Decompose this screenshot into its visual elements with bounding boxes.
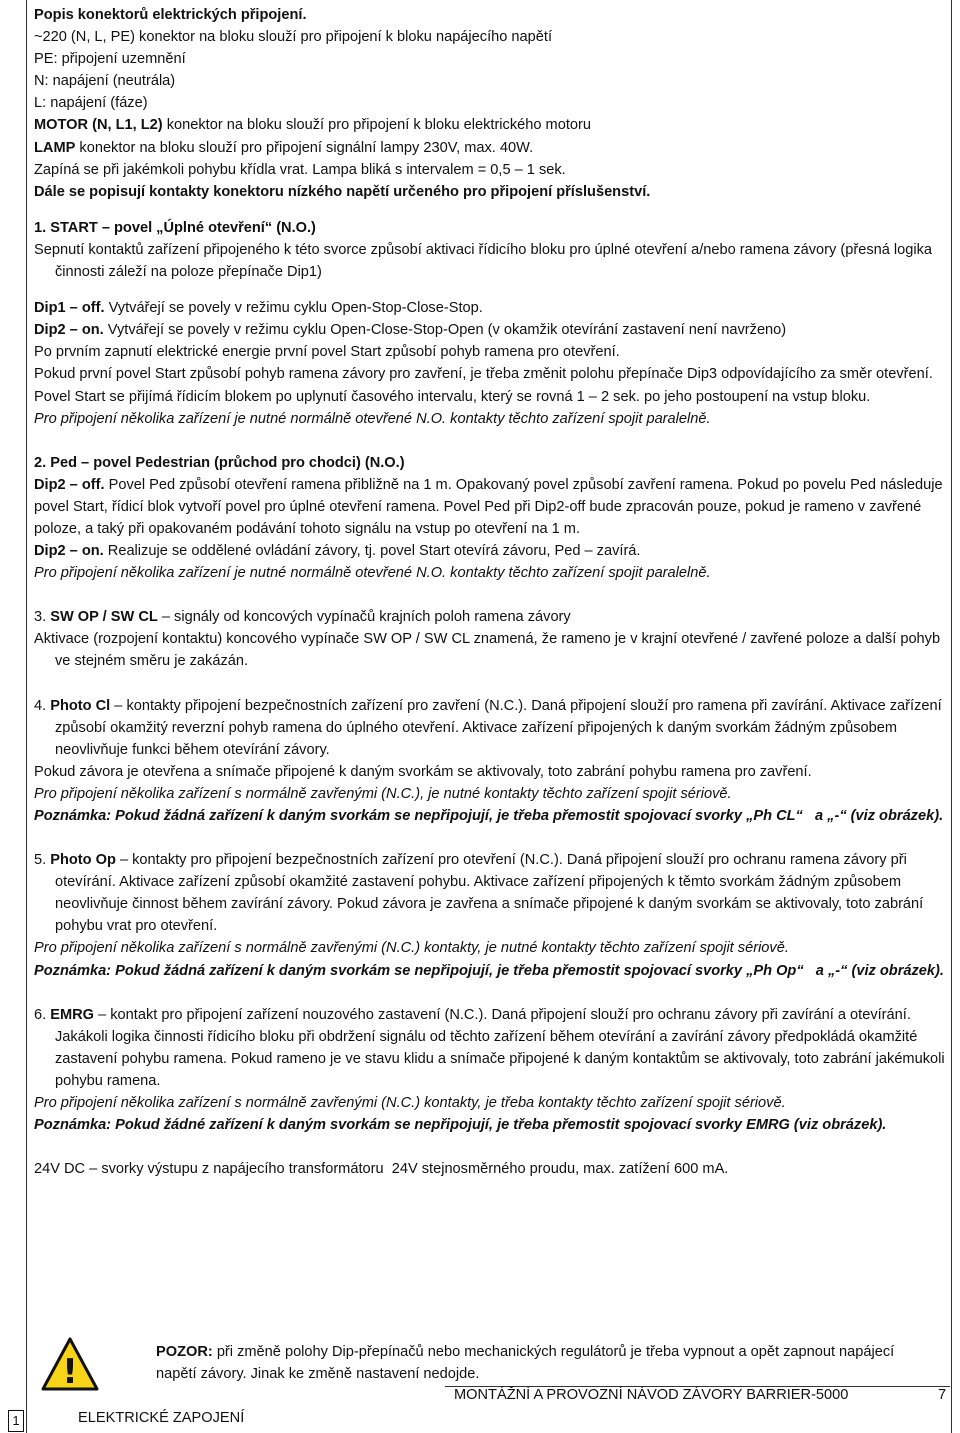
section-2-note: Pro připojení několika zařízení je nutné normálně otevřené N.O. kontakty těchto zařízení spojit paralelně. [34, 565, 711, 582]
pozor-label: POZOR: [156, 1344, 213, 1360]
section-5-title [34, 849, 950, 937]
section-4-label: Photo Cl [50, 697, 111, 714]
dip2-off-text: Povel Ped způsobí otevření ramena přibližně na 1 m. Opakovaný povel způsobí zavření ramena. Pokud po povelu Ped následuje povel Start, řídicí blok vytvoří povel pro úplné otevření ramena. Povel Ped při Dip2-off bude zpracován pouze, pokud je rameno v zavřené poloze, a taký při opakovaném podávání tohoto signálu na vstup po otevření na 1 m. [34, 476, 947, 537]
section-5-label: Photo Op [50, 852, 116, 869]
intro-line: Dále se popisují kontakty konektoru nízkého napětí určeného pro připojení příslušenství. [34, 183, 651, 200]
dip1-label: Dip1 – off. [34, 300, 105, 317]
dc-output-line: 24V DC – svorky výstupu z napájecího transformátoru 24V stejnosměrného proudu, max. zatížení 600 mA. [34, 1161, 729, 1178]
section-2-title: 2. Ped – povel Pedestrian (průchod pro chodci) (N.O.) [34, 454, 405, 471]
motor-line [34, 114, 950, 136]
warning-glyph: ! [62, 1352, 78, 1392]
section-5-remark: Poznámka: Pokud žádná zařízení k daným svorkám se nepřipojují, je třeba přemostit spojovací svorky „Ph Op“ a „-“ (viz obrázek). [34, 962, 944, 979]
warning-triangle-icon [40, 1336, 100, 1392]
section-3-number: 3. [34, 609, 51, 626]
section-6-number: 6. [34, 1006, 51, 1023]
section-1-text: Pokud první povel Start způsobí pohyb ramena závory pro zavření, je třeba změnit polohu přepínače Dip3 odpovídajícího za směr otevření. [34, 366, 933, 383]
intro-line: ~220 (N, L, PE) konektor na bloku slouží pro připojení k bloku napájecího napětí [34, 29, 552, 46]
section-3-title [34, 606, 950, 628]
section-1-text: Sepnutí kontaktů zařízení připojeného k této svorce způsobí aktivaci řídicího bloku pro úplné otevření a/nebo ramena závory (přesná logika činnosti záleží na poloze přepínače Dip1) [34, 241, 937, 281]
document-body [34, 4, 950, 1180]
section-4-remark: Poznámka: Pokud žádná zařízení k daným svorkám se nepřipojují, je třeba přemostit spojovací svorky „Ph CL“ a „-“ (viz obrázek). [34, 808, 944, 824]
lamp-text: konektor na bloku slouží pro připojení signální lampy 230V, max. 40W. [75, 139, 534, 156]
section-1-note: Pro připojení několika zařízení je nutné normálně otevřené N.O. kontakty těchto zařízení spojit paralelně. [34, 410, 711, 427]
section-5-heading-text: – kontakty pro připojení bezpečnostních zařízení pro otevření (N.C.). Daná připojení slouží pro ochranu ramena závory při otevírání. Aktivace zařízení způsobí okamžité zastavení pohybu. Aktivace zařízení připojených k těmto svorkám žádným způsobem neovlivňuje činnost během zavírání závory. Pokud závora je zavřena a snímače připojené k daným svorkám se aktivovaly, toto zabrání pohybu vrat pro otevření. [55, 852, 928, 935]
dip2-text: Vytvářejí se povely v režimu cyklu Open-Close-Stop-Open (v okamžik otevírání zastavení není navrženo) [103, 322, 787, 339]
section-6-title [34, 1004, 950, 1092]
section-6-label: EMRG [50, 1006, 95, 1023]
dip2-off-label: Dip2 – off. [34, 476, 105, 493]
intro-line: PE: připojení uzemnění [34, 51, 186, 68]
section-4-text: Pokud závora je otevřena a snímače připojené k daným svorkám se aktivovaly, toto zabrání pohybu ramena pro zavření. [34, 763, 812, 780]
motor-text: konektor na bloku slouží pro připojení k bloku elektrického motoru [162, 117, 591, 134]
intro-line: Zapíná se při jakémkoli pohybu křídla vrat. Lampa bliká s intervalem = 0,5 – 1 sek. [34, 161, 566, 178]
dip2-on-label: Dip2 – on. [34, 543, 104, 560]
intro-line: N: napájení (neutrála) [34, 73, 176, 90]
lamp-label: LAMP [34, 139, 76, 156]
section-6-heading-text: – kontakt pro připojení zařízení nouzového zastavení (N.C.). Daná připojení slouží pro ochranu závory při zavírání a otevírání. Jakákoli logika činnosti řídicího bloku při obdržení signálu od těchto zařízení během otevírání a zavírání závory předpokládá okamžité zastavení pohybu ramena. Pokud rameno je ve stavu klidu a snímače připojené k daným kontaktům se aktivovaly, toto zabrání jakémukoli pohybu ramena. [55, 1006, 949, 1089]
section-4-title [34, 695, 950, 761]
section-3-heading-text: – signály od koncových vypínačů krajních poloh ramena závory [157, 609, 571, 626]
lamp-line [34, 137, 950, 159]
section-5-number: 5. [34, 852, 51, 869]
section-4-number: 4. [34, 697, 51, 714]
page-number: 7 [938, 1387, 947, 1403]
section-6-remark: Poznámka: Pokud žádné zařízení k daným svorkám se nepřipojují, je třeba přemostit spojovací svorky EMRG (viz obrázek). [34, 1117, 887, 1134]
section-6-note: Pro připojení několika zařízení s normálně zavřenými (N.C.) kontakty, je třeba kontakty těchto zařízení spojit sériově. [34, 1095, 786, 1112]
section-2-on [34, 540, 950, 562]
intro-line: L: napájení (fáze) [34, 95, 148, 112]
pozor-text: při změně polohy Dip-přepínačů nebo mechanických regulátorů je třeba vypnout a opět zapnout napájecí napětí závory. Jinak ke změně nastavení nedojde. [156, 1344, 895, 1382]
section-1-title: 1. START – povel „Úplné otevření“ (N.O.) [34, 219, 316, 236]
footer-title: MONTÁŽNÍ A PROVOZNÍ NÁVOD ZÁVORY BARRIER-5000 [454, 1387, 849, 1403]
pozor-notice [156, 1341, 936, 1385]
section-4-heading-text: – kontakty připojení bezpečnostních zařízení pro zavření (N.C.). Daná připojení slouží pro ramena při zavírání. Aktivace zařízení způsobí okamžitý reverzní pohyb ramena do úplného otevření. Aktivace zařízení připojených k daným svorkám žádným způsobem neovlivňuje funkci během otevírání závory. [55, 697, 946, 758]
dip2-on-text: Realizuje se oddělené ovládání závory, tj. povel Start otevírá závoru, Ped – zavírá. [103, 543, 641, 560]
intro-heading: Popis konektorů elektrických připojení. [34, 7, 307, 23]
section-label: ELEKTRICKÉ ZAPOJENÍ [78, 1410, 245, 1426]
dip1-line [34, 297, 950, 319]
section-4-note: Pro připojení několika zařízení s normálně zavřenými (N.C.), je nutné kontakty těchto zařízení spojit sériově. [34, 785, 732, 802]
section-5-note: Pro připojení několika zařízení s normálně zavřenými (N.C.) kontakty, je nutné kontakty těchto zařízení spojit sériově. [34, 940, 789, 957]
motor-label: MOTOR (N, L1, L2) [34, 117, 163, 134]
dip2-label: Dip2 – on. [34, 322, 104, 339]
section-3-text: Aktivace (rozpojení kontaktu) koncového vypínače SW OP / SW CL znamená, že rameno je v krajní otevřené / zavřené poloze a další pohyb ve stejném směru je zakázán. [34, 631, 945, 670]
section-3-label: SW OP / SW CL [50, 609, 158, 626]
section-number-box: 1 [8, 1410, 24, 1432]
section-1-text: Po prvním zapnutí elektrické energie první povel Start způsobí pohyb ramena pro otevření. [34, 344, 620, 361]
section-2-off [34, 474, 950, 540]
dip2-line [34, 319, 950, 341]
dip1-text: Vytvářejí se povely v režimu cyklu Open-Stop-Close-Stop. [104, 300, 483, 317]
section-1-text: Povel Start se přijímá řídicím blokem po uplynutí časového intervalu, který se rovná 1 – 2 sek. po jeho postoupení na vstup bloku. [34, 388, 871, 405]
